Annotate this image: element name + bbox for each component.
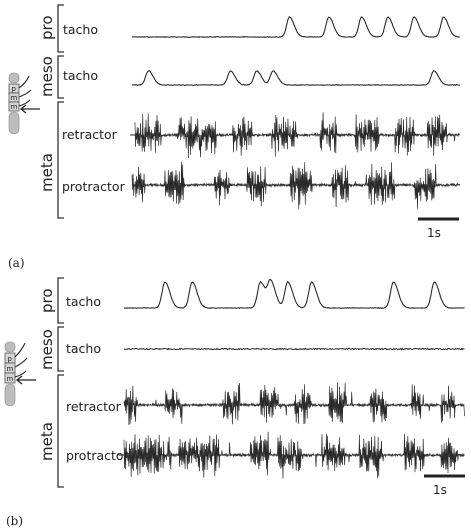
insect-letter-m2: m — [6, 375, 14, 383]
insect-leg-meso — [15, 358, 27, 367]
panel-b-scalebar-label: 1s — [433, 483, 447, 497]
panel-a-pro-label: pro — [38, 15, 56, 40]
panel-b-meta-label: meta — [38, 422, 56, 461]
panel-b-label: (b) — [6, 514, 24, 528]
panel-a-protractor-trace — [132, 162, 460, 209]
panel-a-scalebar-label: 1s — [427, 226, 441, 240]
insect-letter-p: p — [11, 85, 16, 93]
panel-b-retractor-trace — [124, 382, 465, 425]
panel-b-pro-tacho-trace — [124, 280, 465, 309]
insect-letter-m2: m — [10, 103, 18, 111]
panel-a-pro-tacho-label: tacho — [63, 22, 99, 37]
panel-a-meso-label: meso — [38, 56, 56, 97]
panel-b-meso-tacho-label: tacho — [66, 341, 102, 356]
panel-b-pro-bracket — [58, 278, 64, 323]
panel-b-meso-label: meso — [38, 329, 56, 370]
panel-a-meta-label: meta — [38, 153, 56, 192]
insect-icon-b — [5, 342, 36, 406]
insect-leg-pro — [19, 76, 29, 88]
panel-a-retractor-trace — [135, 112, 460, 158]
panel-a-protractor-label: protractor — [62, 179, 125, 194]
panel-b-meso-tacho-trace — [124, 348, 465, 349]
panel-b-meta-bracket — [58, 375, 64, 487]
panel-a-retractor-label: retractor — [62, 127, 117, 142]
panel-a-label: (a) — [8, 256, 25, 270]
panel-b-pro-tacho-label: tacho — [66, 294, 102, 309]
insect-leg-pro — [15, 343, 25, 357]
panel-b-pro-label: pro — [38, 288, 56, 313]
panel-a-meso-tacho-label: tacho — [63, 68, 99, 83]
insect-letter-m1: m — [10, 94, 18, 102]
insect-letter-m1: m — [6, 365, 14, 373]
panel-b-protractor-trace — [124, 432, 465, 479]
panel-a-pro-tacho-trace — [132, 17, 460, 38]
insect-leg-meso — [19, 90, 31, 97]
panel-a — [8, 5, 460, 270]
insect-icon-a — [9, 73, 40, 134]
panel-b-protractor-label: protractor — [66, 448, 129, 463]
insect-head — [9, 73, 19, 83]
insect-leg-meta — [15, 371, 26, 377]
panel-a-meso-tacho-trace — [132, 71, 460, 86]
panel-a-meta-bracket — [58, 102, 64, 218]
insect-letter-p: p — [7, 355, 12, 363]
panel-b-retractor-label: retractor — [66, 399, 121, 414]
panel-b — [5, 278, 465, 528]
insect-arrow — [17, 376, 36, 384]
insect-head — [5, 342, 15, 352]
insect-abdomen — [5, 384, 15, 406]
panel-b-meso-bracket — [58, 327, 64, 371]
insect-arrow — [21, 105, 40, 113]
insect-abdomen — [9, 112, 19, 134]
insect-leg-meta — [19, 100, 30, 106]
